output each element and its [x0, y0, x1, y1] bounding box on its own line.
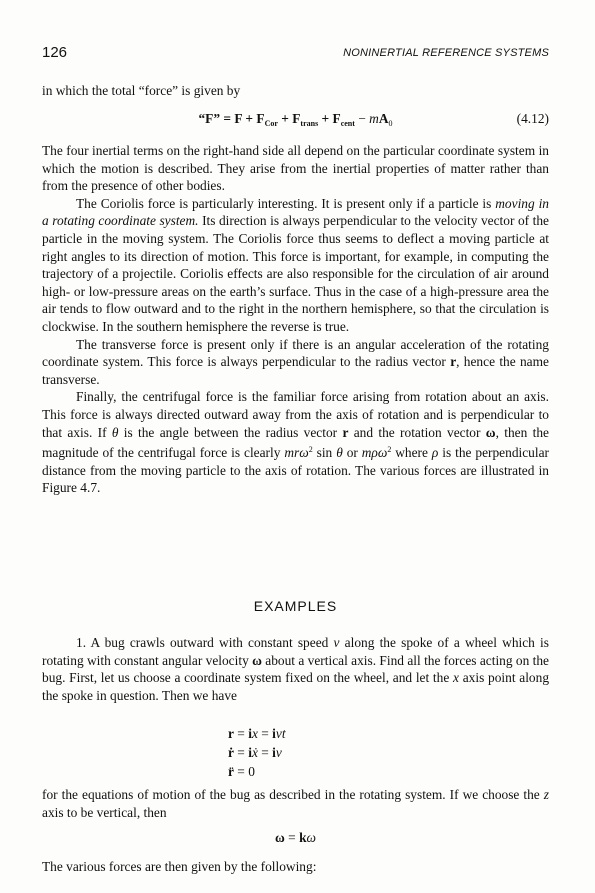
paragraph-centrifugal: Finally, the centrifugal force is the familiar force arising from rotation about an axis. This force is always directed outward away from the axis of rotation and is perpendicular to that axis. If θ is the angle between the radius vector r and the rotation vector ω, then the magnitude of the centrifugal force is clearly mrω$^2$ sin θ or mρω$^2$ where ρ is the perpendicular distance from the moving particle to the axis of rotation. The various forces are illustrated in Figure 4.7. — [42, 389, 549, 496]
equation-acceleration: r̈ = 0 — [228, 764, 255, 779]
omega-equation: ω = kω — [275, 830, 316, 845]
equation-body: “F” = $F + F_{Cor} + F_{trans} + F_{cent} - mA_0$ — [198, 111, 393, 128]
equations-of-motion — [228, 724, 286, 781]
intro-line: in which the total “force” is given by — [42, 83, 241, 98]
equation-4-12 — [42, 110, 549, 130]
paragraph-inertial-terms: The four inertial terms on the right-hand side all depend on the particular coordinate system in which the motion is described. They arise from the inertial properties of matter rather than from the presence of other bodies. — [42, 143, 549, 194]
examples-heading: EXAMPLES — [253, 598, 338, 614]
example-1: 1. A bug crawls outward with constant speed v along the spoke of a wheel which is rotating with constant angular velocity ω about a vertical axis. Find all the forces acting on the bug. First, let us choose a coordinate system fixed on the wheel, and let the x axis point along the spoke in question. Then we have — [42, 635, 550, 703]
running-title: NONINERTIAL REFERENCE SYSTEMS — [343, 47, 549, 59]
after-equations-text: for the equations of motion of the bug as described in the rotating system. If we choose the z axis to be vertical, then — [42, 787, 549, 820]
paragraph-transverse: The transverse force is present only if there is an angular acceleration of the rotating coordinate system. This force is always perpendicular to the radius vector r, hence the name transverse. — [42, 336, 549, 387]
page-header — [42, 44, 549, 64]
paragraph-coriolis: The Coriolis force is particularly interesting. It is present only if a particle is moving in a rotating coordinate system. Its direction is always perpendicular to the velocity vector of the particle in the moving system. The Coriolis force thus seems to deflect a moving particle at right angles to its direction of motion. This force is important, for example, in computing the trajectory of a projectile. Coriolis effects are also responsible for the circulation of air around high- or low-pressure areas on the earth’s surface. Thus in the case of a high-pressure area the air tends to flow outward and to the right in the northern hemisphere, so that the circulation is clockwise. In the southern hemisphere the reverse is true. — [42, 195, 549, 334]
equation-velocity: ṙ = iẋ = iv — [228, 745, 282, 760]
page-number: 126 — [42, 44, 68, 61]
closing-line: The various forces are then given by the following: — [42, 859, 317, 874]
equation-position: r = ix = ivt — [228, 726, 286, 741]
body-text — [42, 142, 549, 497]
equation-number: (4.12) — [516, 111, 549, 126]
